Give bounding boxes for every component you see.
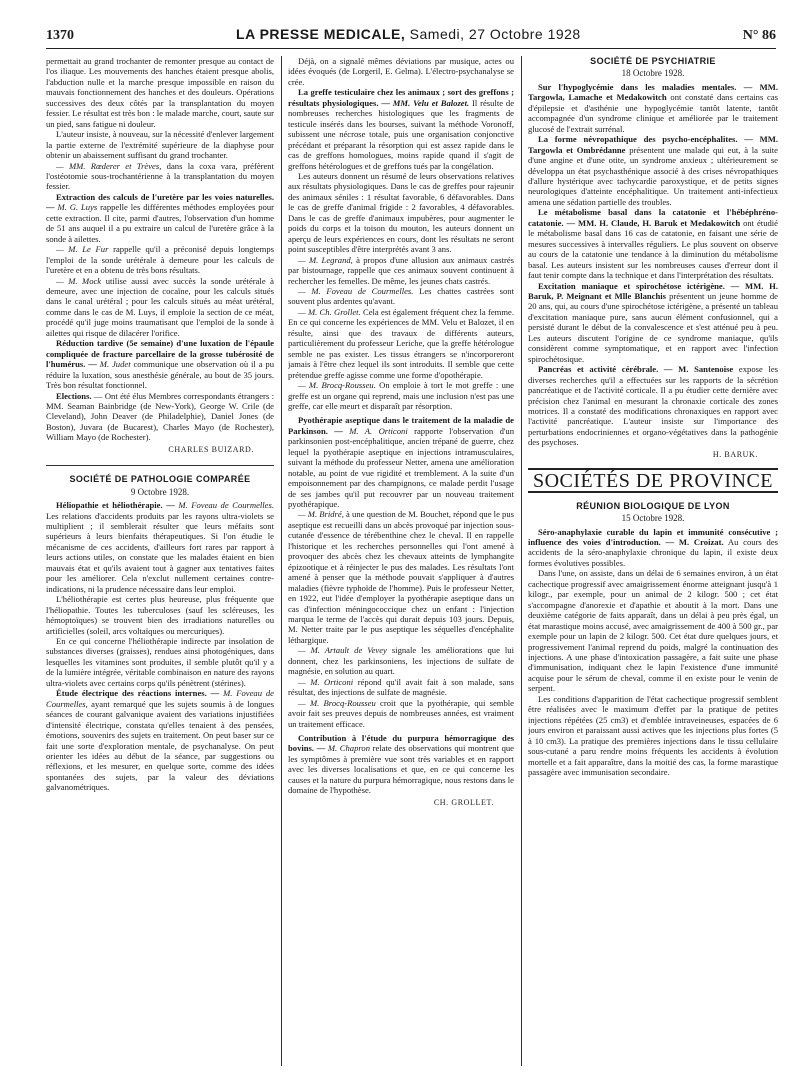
issue-number: N° 86	[742, 28, 776, 43]
paragraph: En ce qui concerne l'héliothérapie indirecte par insolation de substances diverses (graisses), rendues ainsi photogéniques, dans lesquelles les vitamines sont produites, il semble plutôt qu'il y a de la lumière intégrée, véritable combinaison en nature des rayons ultra-violets avec certains corps qu'ils pénètrent (stérines).	[46, 636, 274, 688]
paragraph: — M. Brocq-Rousseu. On emploie à tort le mot greffe : une greffe est un organe qui reprend, mais une inclusion n'est pas une greffe, car elle meurt et disparaît par résorption.	[288, 380, 514, 411]
paragraph: — M. Brocq-Rousseu croit que la pyothérapie, qui semble avoir fait ses preuves depuis de nombreuses années, est vraiment un traitement efficace.	[288, 697, 514, 729]
paragraph: — M. Foveau de Courmelles. Les chattes castrées sont souvent plus ardentes qu'avant.	[288, 285, 514, 307]
paragraph: Déjà, on a signalé mêmes déviations par musique, actes ou idées évoqués (de Lorgeril, E. Gelma). L'électro-psychanalyse se crée.	[288, 56, 514, 87]
paragraph: Étude électrique des réactions internes. — M. Foveau de Courmelles, ayant remarqué que les sujets soumis à de longues séances de courant galvanique avaient des variations injustifiées d'intensité électrique, constata qu'elles tenaient à des pensées, émotions, souvenirs des sujets en traitement. On peut baser sur ce fait une sorte d'exploration mentale, de psychanalyse. On peut orienter les idées au début de la séance, par suggestions ou réflexions, et les mesurer, en quelque sorte, comme des idées spontanées des sujets, par la valeur des déviations galvanométriques.	[46, 688, 274, 793]
paragraph: Héliopathie et héliothérapie. — M. Foveau de Courmelles. Les relations d'accidents produits par les rayons ultra-violets se multiplient ; il semblerait résulter que leurs méfaits sont supérieurs à leurs bienfaits thérapeutiques. Si l'on étudie le mécanisme de ces accidents, d'ailleurs fort rares par rapport à leurs actions utiles, on constate que les malades étaient en bien mauvais état et qu'ils avaient tout à gagner aux tentatives faites pour les améliorer. Cela n'exclut nullement certaines contre-indications, ni la prudence nécessaire dans leur emploi.	[46, 500, 274, 594]
section-heading: SOCIÉTÉ DE PATHOLOGIE COMPARÉE	[46, 465, 274, 484]
signature: CHARLES BUIZARD.	[168, 444, 254, 454]
section-heading: SOCIÉTÉ DE PSYCHIATRIE	[590, 56, 716, 66]
paragraph: Extraction des calculs de l'uretère par les voies naturelles. — M. G. Luys rappelle les différentes méthodes employées pour cette extraction. Il cite, parmi d'autres, l'observation d'un homme de 51 ans auquel il a pu extraire un calcul de l'uretère grâce à la sonde à ailettes.	[46, 191, 274, 244]
journal-title: LA PRESSE MEDICALE, Samedi, 27 Octobre 1928	[236, 26, 581, 42]
paragraph: La forme névropathique des psycho-encéphalites. — MM. Targowla et Ombrédanne présentent une malade qui eut, à la suite d'une angine et d'une otite, un syndrome anxieux ; ultérieurement se développa un état psychasthénique associé à des crises névropathiques d'allure hystérique avec tachycardie paroxystique, et de petits signes neurologiques d'atteinte encéphalitique. Un traitement anti-infectieux amena une sédation partielle des troubles.	[528, 134, 778, 207]
page-header	[46, 26, 776, 49]
column-1	[46, 56, 274, 1072]
paragraph: Pyothérapie aseptique dans le traitement de la maladie de Parkinson. — M. A. Orticoni rapporte l'observation d'un parkinsonien post-encéphalitique, ancien trépané de guerre, chez lequel la pyothérapie aseptique en injections intramusculaires, suivant la méthode du professeur Netter, amena une amélioration notable, au point de vue rigidité et tremblement. A la suite d'un empoisonnement par des champignons, ce malade perdit l'usage de ses jambes qu'il put recouvrer par un nouveau traitement pyothérapique.	[288, 415, 514, 510]
section-date: 18 Octobre 1928.	[621, 68, 685, 79]
paragraph: — M. Mock utilise aussi avec succès la sonde urétérale à demeure, avec une injection de cocaïne, pour les calculs situés dans le canal urétéral ; pour les calculs situés au méat urétéral, comme dans le cas de M. Luys, il emploie la section de ce méat, procédé qu'il juge moins traumatisant que l'emploi de la sonde à ailettes qui risque de dilacérer l'orifice.	[46, 275, 274, 338]
section-date: 15 Octobre 1928.	[621, 513, 685, 524]
signature: H. BARUK.	[712, 449, 758, 459]
paragraph: — M. Artault de Vevey signale les améliorations que lui donnent, chez les parkinsoniens, les injections de sulfate de magnésie, en solution au quart.	[288, 645, 514, 677]
page-number: 1370	[46, 28, 74, 43]
paragraph: Séro-anaphylaxie curable du lapin et immunité consécutive ; influence des voies d'introduction. — M. Croizat. Au cours des accidents de la séro-anaphylaxie chronique du lapin, il existe deux formes évolutives possibles.	[528, 526, 778, 568]
paragraph: — MM. Rœderer et Trèves, dans la coxa vara, préfèrent l'ostéotomie sous-trochantérienne à la transplantation du moyen fessier.	[46, 160, 274, 192]
paragraph: — M. Le Fur rappelle qu'il a préconisé depuis longtemps l'emploi de la sonde urétérale à demeure pour les calculs de l'uretère et en a obtenu de très bons résultats.	[46, 244, 274, 276]
column-2	[288, 56, 514, 1072]
paragraph: La greffe testiculaire chez les animaux ; sort des greffons ; résultats physiologiques. — MM. Velu et Balozet. Il résulte de nombreuses recherches histologiques que les fragments de testicule insérés dans les bourses, suivant la méthode Voronoff, subissent une nécrose totale, puis une organisation conjonctive précédant et préparant la résorption qui est assez rapide dans le cas de greffons homologues, moins rapide quand il s'agit de greffons hétérologues et de greffons tués par la congélation.	[288, 87, 514, 171]
paragraph: Pancréas et activité cérébrale. — M. Santenoise expose les diverses recherches qu'il a effectuées sur les rapports de la sécrétion pancréatique et de l'activité corticale. Il a pu étudier cette dernière avec précision chez l'animal en mesurant la chronaxie corticale des zones motrices. Il a constaté des modifications chronaxiques en rapport avec l'activité pancréatique. L'auteur insiste sur l'importance des perturbations endocriniennes et organo-végétatives dans la pathogénie des psychoses.	[528, 364, 778, 448]
paragraph: — M. Orticoni répond qu'il avait fait à son malade, sans résultat, des injections de sulfate de magnésie.	[288, 676, 514, 698]
paragraph: Elections. — Ont été élus Membres correspondants étrangers : MM. Seaman Bainbridge (de New-York), George W. Crile (de Cleveland), John Deaver (de Philadelphie), Daniel Jones (de Boston), Juvara (de Bucarest), Charles Mayo (de Rochester), William Mayo (de Rochester).	[46, 390, 274, 443]
paragraph: L'héliothérapie est certes plus heureuse, plus fréquente que l'héliopathie. Toutes les tuberculoses (sauf les scléreuses, les hémoptoïques) se trouvent bien des irradiations naturelles ou artificielles (soleil, arcs voltaïques ou mercuriques).	[46, 594, 274, 636]
paragraph: permettait au grand trochanter de remonter presque au contact de l'os iliaque. Les mouvements des hanches étaient presque abolis, l'abduction nulle et la marche presque impossible en raison du mauvais fonctionnement des hanches et des douleurs. Opérations successives des deux côtés par la transplantation du moyen fessier. Le résultat est très bon : le malade marche, court, saute sur un pied, sans fatigue ni douleur.	[46, 56, 274, 129]
section-heading: RÉUNION BIOLOGIQUE DE LYON	[576, 500, 730, 511]
paragraph: Réduction tardive (5e semaine) d'une luxation de l'épaule compliquée de fracture parcellaire de la grosse tubérosité de l'humérus. — M. Judet communique une observation où il a pu réduire la luxation, sous anesthésie générale, au bout de 35 jours. Très bon résultat fonctionnel.	[46, 338, 274, 391]
section-banner: SOCIÉTÉS DE PROVINCE	[528, 468, 778, 492]
paragraph: Sur l'hypoglycémie dans les maladies mentales. — MM. Targowla, Lamache et Medakowitch ont constaté dans certains cas d'épilepsie et d'asthénie une hypoglycémie tantôt latente, tantôt accompagnée d'un syndrome clinique et améliorée par le traitement glucosé de l'extrait surrénal.	[528, 81, 778, 134]
paragraph: Excitation maniaque et spirochétose ictérigène. — MM. H. Baruk, P. Meignant et Mlle Blanchis présentent un jeune homme de 20 ans, qui, au cours d'une spirochétose ictérigène, a présenté un tableau d'excitation maniaque pure, sans aucun élément confusionnel, qui a persisté durant le début de la convalescence et s'est atténué peu à peu. Les auteurs discutent l'origine de ce syndrome maniaque, qu'ils considèrent comme symptomatique, et en rapport avec l'infection spirochétosique.	[528, 280, 778, 364]
paragraph: Les conditions d'apparition de l'état cachectique progressif semblent être réalisées avec le maximum d'effet par la pratique de petites injections répétées (25 cm3) et d'emblée intraveineuses, espacées de 6 jours environ et paraissant aussi actives que les injections plus fortes (5 à 10 cm3). La pratique des premières injections dans le tissu cellulaire sous-cutané a paru rendre moins fréquents les accidents à évolution mortelle et a fait apparaître, dans la moitié des cas, la forme marastique passagère avec immunisation secondaire.	[528, 693, 778, 777]
paragraph: — M. Legrand, à propos d'une allusion aux animaux castrés par bistournage, rappelle que ces animaux souvent continuent à rechercher les femelles. De même, les jeunes chats castrés.	[288, 254, 514, 286]
column-rule-1	[281, 56, 282, 1066]
column-3	[528, 56, 778, 1072]
signature: CH. GROLLET.	[433, 797, 494, 807]
paragraph: Dans l'une, on assiste, dans un délai de 6 semaines environ, à un état cachectique progressif avec amaigrissement énorme atteignant jusqu'à 1 kilogr., par exemple, pour un animal de 2 kilogr. 500 ; cet état s'accompagne d'anorexie et d'apathie et aboutit à la mort. Dans une deuxième catégorie de faits apparaît, dans un délai à peu près égal, un état marastique moins accusé, avec amaigrissement de 400 à 500 gr., par exemple pour un lapin de 2 kilogr. 500. Cet état dure quelques jours, et progressivement l'animal reprend du poids, malgré la continuation des injections. A une phase d'intoxication passagère, a fait suite une phase d'immunisation, indiquant chez le lapin l'existence d'une immunité acquise pour le sérum de cheval, comme il en existe pour le venin de serpent.	[528, 568, 778, 694]
paragraph: Contribution à l'étude du purpura hémorragique des bovins. — M. Chapron relate des observations qui montrent que les symptômes à première vue sont très variables et en rapport avec les diverses localisations et que, en ce qui concerne les causes et la nature du purpura hémorragique, nous restons dans le domaine de l'hypothèse.	[288, 733, 514, 796]
paragraph: — M. Bridré, à une question de M. Bouchet, répond que le pus aseptique est recueilli dans un abcès provoqué par injection sous-cutanée d'essence de térébenthine chez le cheval. Il en rappelle l'historique et les recherches personnelles qui l'ont amené à provoquer des abcès chez les chevaux atteints de lymphangite épizootique et à réinjecter le pus des malades. Les résultats l'ont amené à penser que la méthode pouvait s'appliquer à d'autres maladies (fièvre typhoïde de l'homme). Puis le professeur Netter, en 1922, eut l'idée d'employer la pyothérapie aseptique dans un cas d'infection méningococcique chez un enfant : l'injection marqua le terme de l'accès qui durait depuis 103 jours. Depuis, M. Netter traite par le pus aseptique les séquelles d'encéphalite léthargique.	[288, 509, 514, 645]
paragraph: Les auteurs donnent un résumé de leurs observations relatives aux résultats physiologiques. Dans le cas de greffes pour rajeunir des animaux séniles : 1 résultat favorable, 6 défavorables. Dans le cas de greffe d'animal frigide : 2 favorables, 4 défavorables. Dans le cas de greffe d'animaux impubères, pour augmenter le poids du corps et la toison du mouton, les auteurs donnent un aperçu de leurs expériences en cours, dont les résultats ne seront point susceptibles d'être interprétés avant 3 ans.	[288, 170, 514, 255]
paragraph: L'auteur insiste, à nouveau, sur la nécessité d'enlever largement la partie externe de l'extrémité supérieure de la diaphyse pour obtenir un abaissement suffisant du grand trochanter.	[46, 129, 274, 161]
issue-date: Samedi, 27 Octobre 1928	[409, 26, 581, 42]
paragraph: — M. Ch. Grollet. Cela est également fréquent chez la femme. En ce qui concerne les expériences de MM. Velu et Balozet, il en résulte, ainsi que des travaux de différents auteurs, particulièrement du professeur Leriche, que la greffe hétérologue semble ne pas exister. Les tissus étrangers se n'incorporeront jamais à l'être chez lequel ils sont introduits. Il semble que cette prétendue greffe agisse comme une forme d'opothérapie.	[288, 306, 514, 380]
column-rule-2	[521, 56, 522, 1066]
section-date: 9 Octobre 1928.	[130, 486, 190, 497]
paragraph: Le métabolisme basal dans la catatonie et l'hébéphréno-catatonie. — MM. H. Claude, H. Baruk et Medakowitch ont étudié le métabolisme basal dans 16 cas de catatonie, en faisant une série de mesures successives à intervalles réguliers. Le plus souvent on observe au cours de la catatonie une tendance à la diminution du métabolisme basal. Les auteurs insistent sur les nombreuses causes d'erreur dont il faut tenir compte dans la technique et dans l'interprétation des résultats.	[528, 207, 778, 281]
